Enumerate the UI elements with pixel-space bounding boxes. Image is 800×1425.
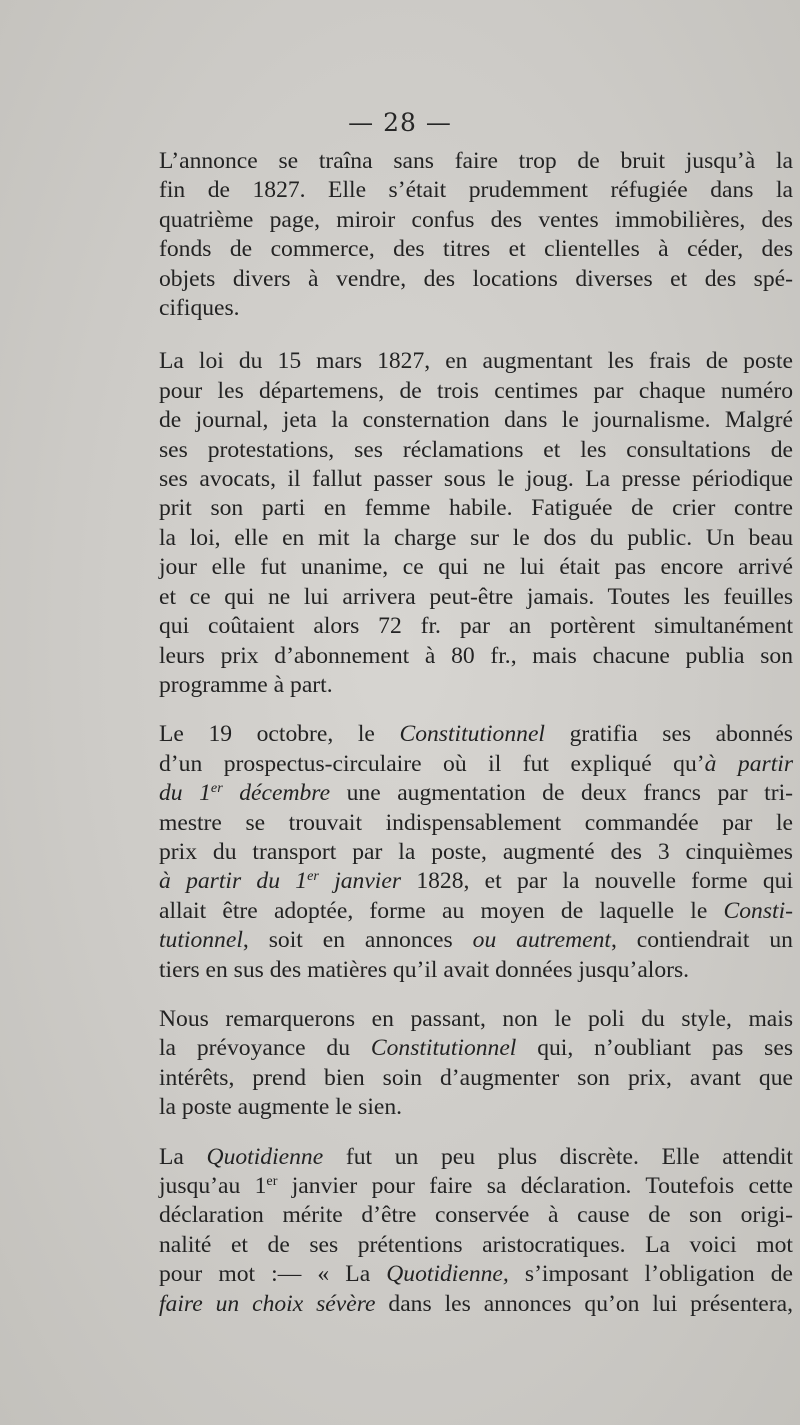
text-line: Nous remarquerons en passant, non le poli du style, mais (159, 1005, 793, 1032)
text-run: jusqu’au 1 (159, 1173, 267, 1199)
italic-run: ou autrement (472, 927, 611, 954)
superscript: er (307, 868, 319, 885)
text-run: allait être adoptée, forme au moyen de laquelle le (159, 897, 724, 924)
paragraph-5 (133, 1143, 793, 1319)
text-run: , soit en annonces (242, 927, 473, 954)
text-line: quatrième page, miroir confus des ventes immobilières, des (159, 206, 793, 233)
text-line: la poste augmente le sien. (159, 1094, 403, 1121)
text-line: ses protestations, ses réclamations et les consultations de (159, 436, 793, 463)
text-run: à partir du 1 (159, 868, 308, 895)
text-run: une augmentation de deux francs par tri- (330, 780, 793, 807)
text-line: mestre se trouvait indispensablement commandée par le (159, 809, 793, 836)
italic-run: faire un choix sévère (159, 1290, 376, 1317)
journal-title: tutionnel (159, 927, 243, 954)
text-run: pour mot :— « La (159, 1261, 387, 1288)
text-run: Le 19 octobre, le (159, 721, 400, 748)
text-run: fut un peu plus discrète. Elle attendit (323, 1143, 793, 1170)
paragraph-4 (133, 1005, 793, 1123)
text-run: du 1 (159, 780, 211, 807)
text-line: prit son parti en femme habile. Fatiguée de crier contre (159, 495, 793, 522)
journal-title: Consti- (723, 897, 793, 924)
text-line: leurs prix d’abonnement à 80 fr., mais chacune publia son (159, 642, 793, 669)
text-line: prix du transport par la poste, augmenté des 3 cinquièmes (159, 838, 793, 865)
text-line (133, 867, 793, 896)
text-line: déclaration mérite d’être conservée à cause de son origi- (159, 1202, 793, 1229)
journal-title: Quotidienne, (386, 1261, 509, 1288)
text-line: la loi, elle en mit la charge sur le dos du public. Un beau (159, 524, 793, 551)
text-line (133, 1143, 793, 1172)
text-run: gratifia ses abonnés (544, 721, 793, 748)
page-number: — 28 — (348, 108, 452, 137)
text-line: et ce qui ne lui arrivera peut-être jamais. Toutes les feuilles (159, 583, 793, 610)
text-line: objets divers à vendre, des locations diverses et des spé- (159, 265, 793, 292)
text-line: ses avocats, il fallut passer sous le joug. La presse périodique (159, 466, 793, 493)
text-run: janvier pour faire sa déclaration. Toutefois cette (277, 1173, 794, 1199)
superscript: er (266, 1173, 278, 1190)
text-line: fonds de commerce, des titres et clientelles à céder, des (159, 236, 793, 263)
text-line: programme à part. (159, 671, 333, 698)
text-run: , contiendrait un (610, 927, 793, 954)
text-run: s’imposant l’obligation de (508, 1261, 793, 1288)
text-line: qui coûtaient alors 72 fr. par an portèrent simultanément (159, 613, 793, 640)
text-line: La loi du 15 mars 1827, en augmentant les frais de poste (159, 348, 793, 375)
text-line: tiers en sus des matières qu’il avait données jusqu’alors. (159, 956, 690, 983)
text-line: de journal, jeta la consternation dans le journalisme. Malgré (159, 407, 793, 434)
journal-title: Constitutionnel (370, 1035, 517, 1062)
text-run: La (159, 1143, 207, 1170)
text-line (133, 779, 793, 808)
text-run: qui, n’oubliant pas ses (516, 1035, 794, 1062)
italic-run: à partir (704, 750, 793, 777)
text-run: la prévoyance du (159, 1035, 371, 1062)
paragraph-2 (133, 347, 793, 700)
text-run: dans les annonces qu’on lui présentera, (375, 1290, 793, 1317)
text-run: d’un prospectus-circulaire où il fut expliqué qu’ (159, 750, 705, 777)
text-line (133, 1034, 793, 1063)
text-run: janvier (318, 868, 402, 895)
text-line: pour les départemens, de trois centimes par chaque numéro (159, 377, 793, 404)
body-text (133, 147, 793, 1319)
paragraph-1 (133, 147, 793, 323)
text-line: intérêts, prend bien soin d’augmenter son prix, avant que (159, 1064, 793, 1091)
text-line: L’annonce se traîna sans faire trop de bruit jusqu’à la (159, 148, 793, 174)
paragraph-3 (133, 720, 793, 985)
text-line (133, 750, 793, 779)
italic-run (159, 780, 330, 806)
text-line: cifiques. (159, 295, 240, 322)
text-line: fin de 1827. Elle s’était prudemment réfugiée dans la (159, 177, 793, 204)
text-line (133, 1260, 793, 1289)
text-line (133, 1290, 793, 1319)
journal-title: Constitutionnel (399, 721, 545, 748)
superscript: er (210, 780, 223, 797)
text-run: 1828, et par la nouvelle forme qui (401, 868, 794, 895)
text-run: décembre (222, 780, 331, 807)
text-line (133, 926, 793, 955)
italic-run (159, 868, 401, 894)
text-line (133, 897, 793, 926)
journal-title: Quotidienne (206, 1143, 324, 1170)
text-line: jour elle fut unanime, ce qui ne lui était pas encore arrivé (159, 554, 793, 581)
text-line: nalité et de ses prétentions aristocratiques. La voici mot (159, 1231, 793, 1258)
text-line (133, 720, 793, 749)
text-line (133, 1172, 793, 1201)
